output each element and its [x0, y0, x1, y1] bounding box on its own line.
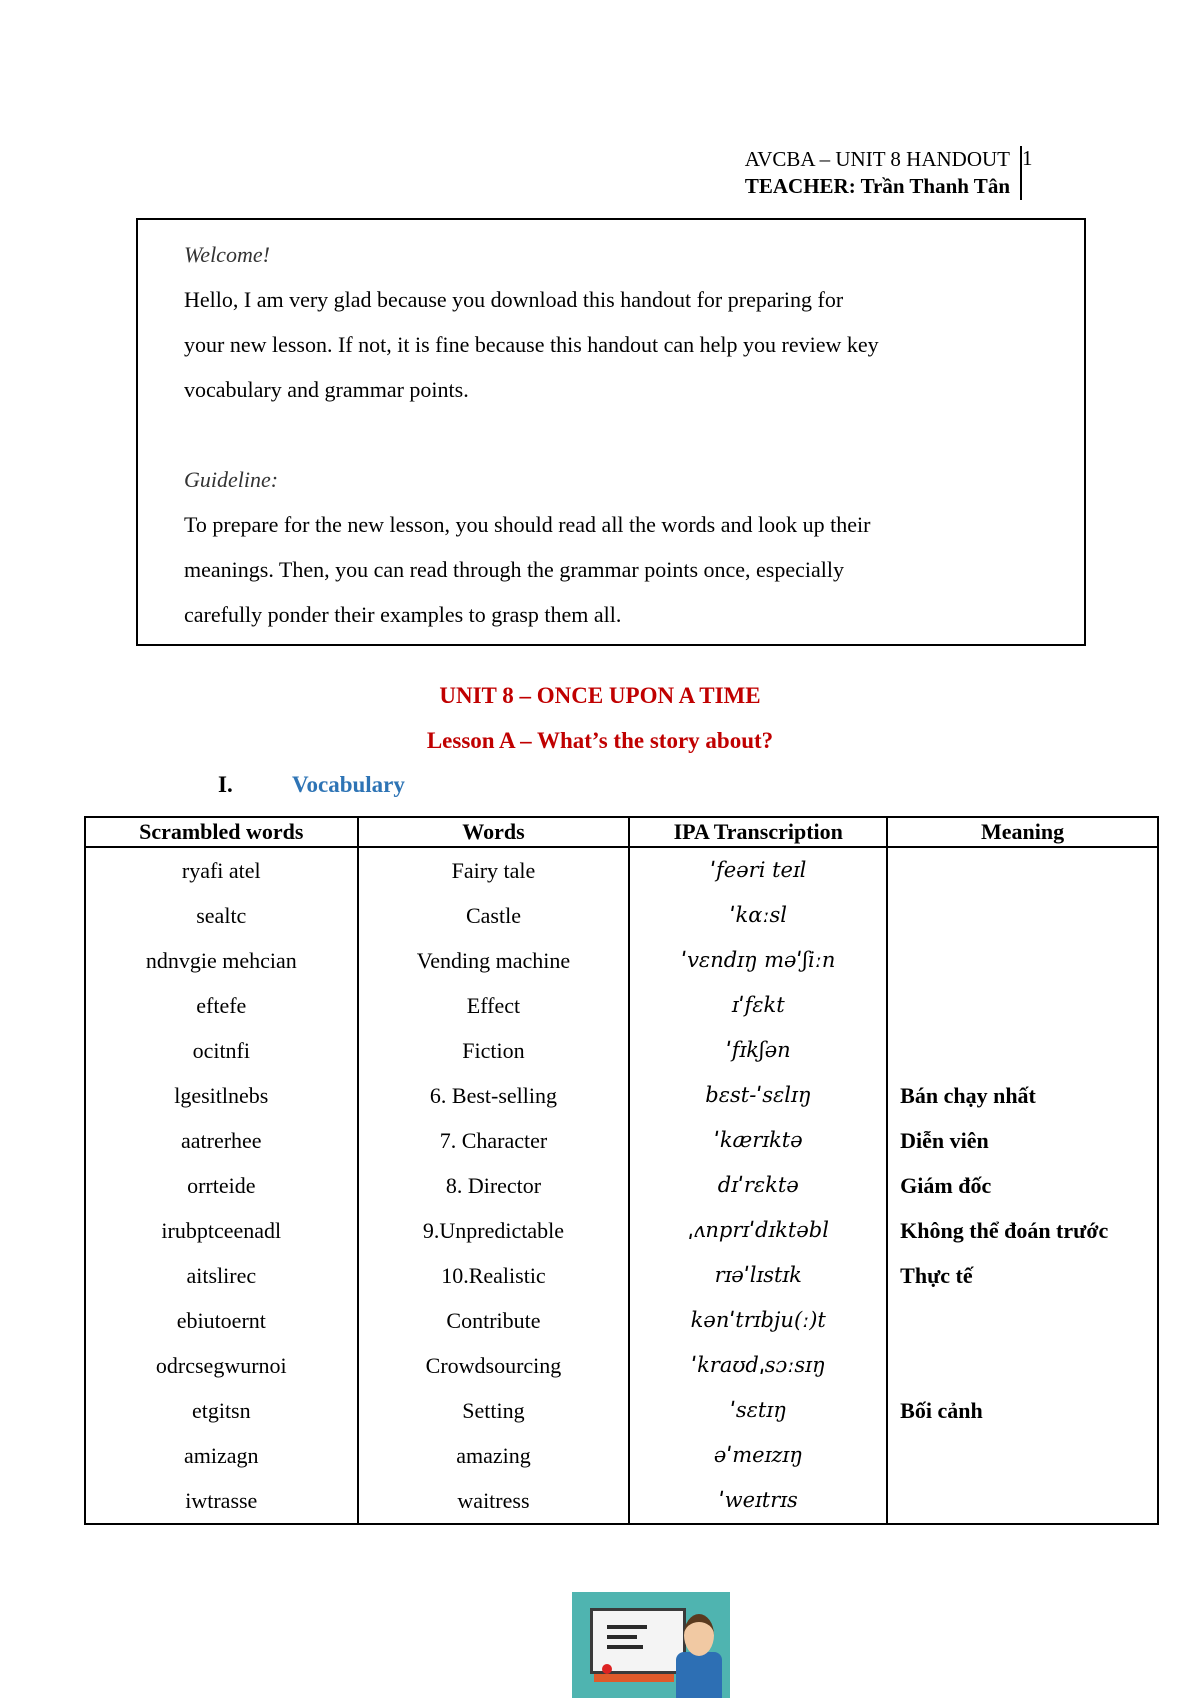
welcome-line: vocabulary and grammar points. — [184, 377, 469, 402]
word-cell: Setting — [358, 1388, 630, 1433]
column-header: Scrambled words — [85, 817, 358, 847]
ipa-cell: bɛst-ˈsɛlɪŋ — [629, 1073, 887, 1118]
word-cell: Crowdsourcing — [358, 1343, 630, 1388]
ipa-cell: ˈkærɪktə — [629, 1118, 887, 1163]
ipa-cell: kənˈtrɪbju(ː)t — [629, 1298, 887, 1343]
word-cell: Effect — [358, 983, 630, 1028]
column-header: Words — [358, 817, 630, 847]
scrambled-word-cell: ndnvgie mehcian — [85, 938, 358, 983]
column-header: Meaning — [887, 817, 1158, 847]
scrambled-word-cell: aitslirec — [85, 1253, 358, 1298]
welcome-line: Hello, I am very glad because you download this handout for preparing for — [184, 287, 844, 312]
table-row — [85, 1163, 1158, 1208]
section-heading — [218, 772, 405, 798]
word-cell: 8. Director — [358, 1163, 630, 1208]
word-cell: 10.Realistic — [358, 1253, 630, 1298]
scrambled-word-cell: eftefe — [85, 983, 358, 1028]
word-cell: amazing — [358, 1433, 630, 1478]
column-header: IPA Transcription — [629, 817, 887, 847]
scrambled-word-cell: lgesitlnebs — [85, 1073, 358, 1118]
desk-icon — [594, 1674, 674, 1682]
vocabulary-table — [84, 816, 1159, 1525]
table-row — [85, 1388, 1158, 1433]
vocabulary-table-body — [85, 847, 1158, 1524]
scrambled-word-cell: amizagn — [85, 1433, 358, 1478]
welcome-heading: Welcome! — [184, 242, 270, 267]
table-row — [85, 1298, 1158, 1343]
guideline-line: carefully ponder their examples to grasp them all. — [184, 602, 622, 627]
ipa-cell: ˌʌnprɪˈdɪktəbl — [629, 1208, 887, 1253]
scrambled-word-cell: iwtrasse — [85, 1478, 358, 1524]
meaning-cell — [887, 1298, 1158, 1343]
table-row — [85, 1073, 1158, 1118]
ipa-cell: ˈvɛndɪŋ məˈʃiːn — [629, 938, 887, 983]
ipa-cell: ˈweɪtrɪs — [629, 1478, 887, 1524]
word-cell: Contribute — [358, 1298, 630, 1343]
guideline-line: To prepare for the new lesson, you should read all the words and look up their — [184, 512, 871, 537]
ipa-cell: rɪəˈlɪstɪk — [629, 1253, 887, 1298]
welcome-line: your new lesson. If not, it is fine because this handout can help you review key — [184, 332, 879, 357]
unit-title: UNIT 8 – ONCE UPON A TIME — [439, 683, 761, 708]
teacher-body-icon — [676, 1652, 722, 1698]
scrambled-word-cell: irubptceenadl — [85, 1208, 358, 1253]
guideline-line: meanings. Then, you can read through the grammar points once, especially — [184, 557, 844, 582]
scrambled-word-cell: ebiutoernt — [85, 1298, 358, 1343]
ipa-cell: ˈfɪkʃən — [629, 1028, 887, 1073]
meaning-cell: Bối cảnh — [887, 1388, 1158, 1433]
scrambled-word-cell: sealtc — [85, 893, 358, 938]
ipa-cell: ˈfeəri teɪl — [629, 847, 887, 893]
meaning-cell — [887, 1028, 1158, 1073]
scrambled-word-cell: ryafi atel — [85, 847, 358, 893]
apple-icon — [602, 1664, 612, 1674]
table-row — [85, 1433, 1158, 1478]
word-cell: Castle — [358, 893, 630, 938]
meaning-cell — [887, 1433, 1158, 1478]
meaning-cell: Diễn viên — [887, 1118, 1158, 1163]
word-cell: 6. Best-selling — [358, 1073, 630, 1118]
table-row — [85, 983, 1158, 1028]
meaning-cell — [887, 983, 1158, 1028]
lesson-title: Lesson A – What’s the story about? — [426, 728, 774, 753]
spacer — [184, 412, 1038, 457]
word-cell: Fairy tale — [358, 847, 630, 893]
table-row — [85, 1343, 1158, 1388]
ipa-cell: dɪˈrɛktə — [629, 1163, 887, 1208]
table-row — [85, 1028, 1158, 1073]
word-cell: Fiction — [358, 1028, 630, 1073]
guideline-heading: Guideline: — [184, 467, 279, 492]
table-row — [85, 847, 1158, 893]
scrambled-word-cell: aatrerhee — [85, 1118, 358, 1163]
meaning-cell: Thực tế — [887, 1253, 1158, 1298]
ipa-cell: ɪˈfɛkt — [629, 983, 887, 1028]
scrambled-word-cell: odrcsegwurnoi — [85, 1343, 358, 1388]
table-row — [85, 1208, 1158, 1253]
teacher-head-icon — [684, 1614, 714, 1656]
table-row — [85, 1253, 1158, 1298]
section-label: Vocabulary — [292, 772, 405, 797]
teacher-name: TEACHER: Trần Thanh Tân — [744, 174, 1010, 198]
meaning-cell — [887, 847, 1158, 893]
table-header-row — [85, 817, 1158, 847]
table-row — [85, 938, 1158, 983]
table-row — [85, 893, 1158, 938]
meaning-cell — [887, 893, 1158, 938]
header-text — [0, 146, 1022, 200]
table-row — [85, 1118, 1158, 1163]
meaning-cell: Giám đốc — [887, 1163, 1158, 1208]
ipa-cell: ˈkɑːsl — [629, 893, 887, 938]
meaning-cell — [887, 1343, 1158, 1388]
ipa-cell: ˈsɛtɪŋ — [629, 1388, 887, 1433]
scrambled-word-cell: etgitsn — [85, 1388, 358, 1433]
teacher-logo-image — [572, 1592, 730, 1698]
meaning-cell — [887, 938, 1158, 983]
scrambled-word-cell: orrteide — [85, 1163, 358, 1208]
handout-title: AVCBA – UNIT 8 HANDOUT — [744, 147, 1010, 171]
ipa-cell: ˈkraʊdˌsɔːsɪŋ — [629, 1343, 887, 1388]
word-cell: 9.Unpredictable — [358, 1208, 630, 1253]
word-cell: 7. Character — [358, 1118, 630, 1163]
section-number: I. — [218, 772, 233, 797]
word-cell: waitress — [358, 1478, 630, 1524]
meaning-cell: Không thể đoán trước — [887, 1208, 1158, 1253]
meaning-cell: Bán chạy nhất — [887, 1073, 1158, 1118]
table-row — [85, 1478, 1158, 1524]
intro-box — [136, 218, 1086, 646]
ipa-cell: əˈmeɪzɪŋ — [629, 1433, 887, 1478]
scrambled-word-cell: ocitnfi — [85, 1028, 358, 1073]
meaning-cell — [887, 1478, 1158, 1524]
page-number: 1 — [1022, 146, 1033, 170]
word-cell: Vending machine — [358, 938, 630, 983]
